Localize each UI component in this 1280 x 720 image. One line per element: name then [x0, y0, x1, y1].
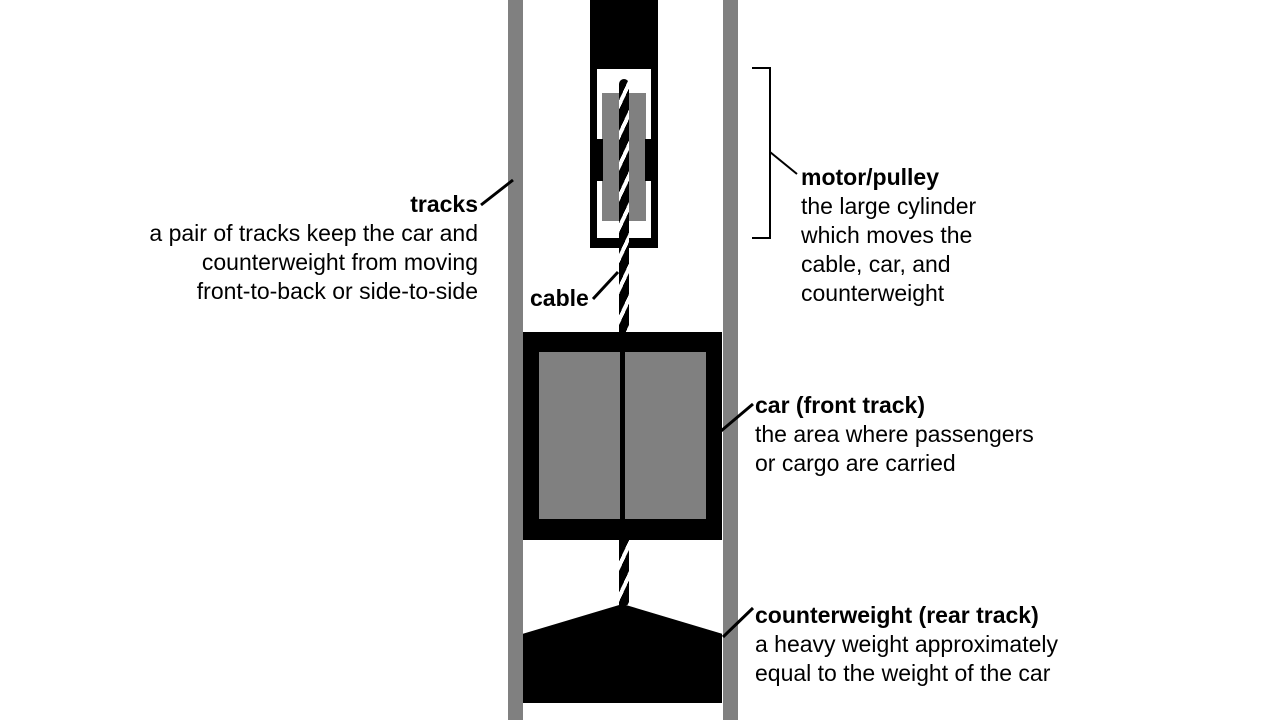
motor-label-line: which moves the [801, 222, 973, 248]
car-panel-left [539, 352, 620, 519]
tracks-label-title: tracks [410, 191, 478, 217]
motor-label [801, 163, 976, 308]
cable-label [530, 284, 589, 313]
counterweight-label-line: equal to the weight of the car [755, 660, 1051, 686]
counterweight-label [755, 601, 1058, 688]
elevator-car [523, 332, 722, 540]
car-label [755, 391, 1034, 478]
tracks-label-line: a pair of tracks keep the car and [149, 220, 478, 246]
car-label-line: or cargo are carried [755, 450, 956, 476]
car-label-title: car (front track) [755, 392, 925, 418]
tracks-label-line: counterweight from moving [201, 249, 478, 275]
right-track [723, 0, 738, 720]
car-panel-right [625, 352, 706, 519]
counterweight-shape [523, 604, 722, 703]
car-label-line: the area where passengers [755, 421, 1034, 447]
cable-label-title: cable [530, 285, 589, 311]
motor-label-line: cable, car, and [801, 251, 951, 277]
motor-label-line: the large cylinder [801, 193, 977, 219]
cable-leader-line [593, 272, 618, 299]
motor-bracket [752, 68, 770, 238]
tracks-label [58, 190, 478, 306]
motor-label-line: counterweight [801, 280, 945, 306]
motor-mount-right [645, 139, 651, 181]
counterweight-label-line: a heavy weight approximately [755, 631, 1058, 657]
counterweight-label-title: counterweight (rear track) [755, 602, 1039, 628]
motor-mount-left [597, 139, 603, 181]
motor-leader-line [770, 152, 797, 174]
left-track [508, 0, 523, 720]
tracks-label-line: front-to-back or side-to-side [196, 278, 478, 304]
motor-label-title: motor/pulley [801, 164, 940, 190]
